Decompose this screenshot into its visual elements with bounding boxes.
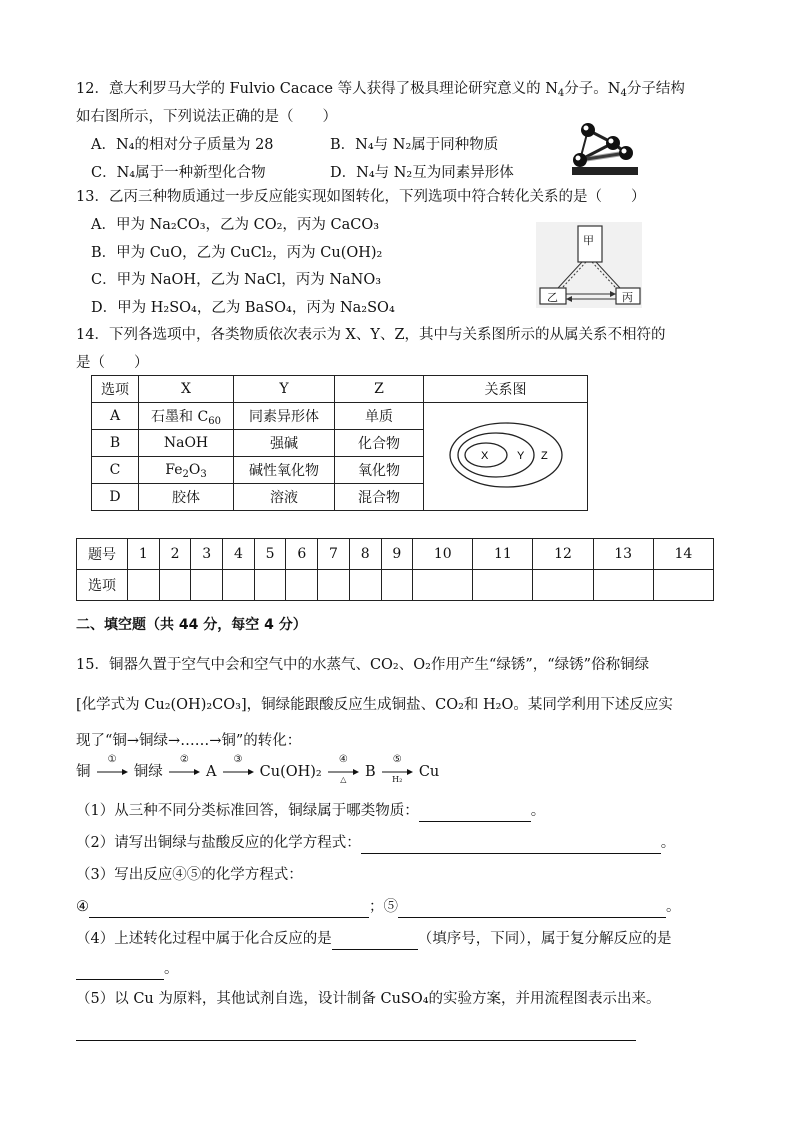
answer-row-label: 选项 (77, 570, 128, 601)
q14-stem-line1: 14．下列各选项中，各类物质依次表示为 X、Y、Z，其中与关系图所示的从属关系不相符的 (76, 327, 666, 343)
answer-table (76, 538, 714, 601)
q15-line1: 15．铜器久置于空气中会和空气中的水蒸气、CO₂、O₂作用产生“绿锈”，“绿锈”俗称铜绿 (76, 657, 650, 673)
answer-blank[interactable] (128, 570, 160, 601)
answer-blank[interactable] (318, 570, 350, 601)
answer-blank[interactable] (381, 570, 413, 601)
answer-number: 7 (318, 539, 350, 570)
table-cell: 胶体 (139, 484, 234, 511)
arrow-label: ④ (338, 754, 348, 765)
answer-number: 6 (286, 539, 318, 570)
venn-label-y: Y (516, 449, 524, 462)
answer-blank[interactable] (413, 570, 473, 601)
answer-blank[interactable] (89, 903, 369, 918)
diagram-node-bing: 丙 (622, 291, 633, 304)
answer-number-row (77, 539, 714, 570)
table-cell: B (92, 430, 139, 457)
answer-blank[interactable] (223, 570, 255, 601)
chain-species: 铜绿 (133, 764, 163, 780)
table-cell: 石墨和 $C_{60}$ (139, 403, 234, 430)
answer-blank[interactable] (419, 807, 531, 822)
answer-row-label: 题号 (77, 539, 128, 570)
table-cell: 化合物 (335, 430, 424, 457)
q15-part4: （4）上述转化过程中属于化合反应的是 （填序号，下同），属于复分解反应的是 (76, 928, 671, 950)
table-row (92, 403, 588, 430)
q15-line2: [化学式为 Cu₂(OH)₂CO₃]，铜绿能跟酸反应生成铜盐、CO₂和 H₂O。某同学利用下述反应实 (76, 697, 673, 713)
q12-option-b: B．N₄与 N₂属于同种物质 (330, 137, 499, 153)
table-cell: 溶液 (234, 484, 335, 511)
q15-part3: （3）写出反应④⑤的化学方程式： (76, 867, 303, 883)
diagram-node-jia: 甲 (583, 234, 594, 247)
answer-number: 8 (349, 539, 381, 570)
answer-number: 3 (191, 539, 223, 570)
chain-species: B (364, 764, 376, 780)
q15-part4-cont: 。 (76, 958, 179, 980)
arrow-label: ① (107, 754, 117, 765)
table-cell: NaOH (139, 430, 234, 457)
answer-blank[interactable] (593, 570, 653, 601)
q15-part3-blanks: ④ ；⑤ 。 (76, 896, 681, 918)
answer-number: 4 (223, 539, 255, 570)
q14-table (91, 375, 588, 511)
q12-option-a: A．N₄的相对分子质量为 28 (91, 137, 274, 153)
reaction-arrow (221, 754, 255, 782)
answer-blank[interactable] (159, 570, 191, 601)
q13-option-b: B．甲为 CuO，乙为 CuCl₂，丙为 Cu(OH)₂ (91, 245, 383, 261)
q12-option-d: D．N₄与 N₂互为同素异形体 (330, 165, 514, 181)
answer-number: 1 (128, 539, 160, 570)
table-cell: 强碱 (234, 430, 335, 457)
answer-blank[interactable] (653, 570, 713, 601)
reaction-chain (76, 754, 440, 784)
answer-number: 14 (653, 539, 713, 570)
answer-number: 10 (413, 539, 473, 570)
answer-blank[interactable] (191, 570, 223, 601)
arrow-condition: △ (340, 775, 347, 784)
answer-number: 9 (381, 539, 413, 570)
chain-species: 铜 (76, 764, 91, 780)
table-header: X (139, 376, 234, 403)
table-header: Z (335, 376, 424, 403)
arrow-label: ③ (233, 754, 243, 765)
arrow-label: ② (179, 754, 189, 765)
diagram-node-yi: 乙 (547, 291, 558, 304)
answer-number: 13 (593, 539, 653, 570)
answer-line[interactable] (76, 1040, 636, 1041)
answer-blank[interactable] (361, 839, 661, 854)
answer-number: 2 (159, 539, 191, 570)
answer-number: 12 (533, 539, 593, 570)
q13-option-d: D．甲为 H₂SO₄，乙为 BaSO₄，丙为 Na₂SO₄ (91, 300, 395, 316)
answer-blank[interactable] (332, 935, 418, 950)
venn-diagram (446, 415, 566, 495)
venn-cell (424, 403, 588, 511)
chain-species: A (205, 764, 217, 780)
q13-stem: 13．乙丙三种物质通过一步反应能实现如图转化，下列选项中符合转化关系的是（ ） (76, 189, 646, 205)
venn-label-z: Z (540, 449, 548, 462)
q13-conversion-diagram (536, 222, 642, 308)
answer-blank[interactable] (533, 570, 593, 601)
reaction-arrow (380, 754, 414, 784)
table-header: 选项 (92, 376, 139, 403)
section-heading: 二、填空题（共 44 分，每空 4 分） (76, 617, 307, 633)
arrow-label: ⑤ (392, 754, 402, 765)
q12-stem-line2: 如右图所示，下列说法正确的是（ ） (76, 109, 337, 125)
chain-species: Cu (418, 764, 440, 780)
arrow-condition: H₂ (392, 775, 403, 784)
q15-line3: 现了“铜→铜绿→……→铜”的转化： (76, 733, 302, 749)
reaction-arrow (326, 754, 360, 784)
table-cell: 同素异形体 (234, 403, 335, 430)
table-cell: 碱性氧化物 (234, 457, 335, 484)
table-cell: 单质 (335, 403, 424, 430)
q13-option-c: C．甲为 NaOH，乙为 NaCl，丙为 NaNO₃ (91, 272, 382, 288)
answer-blank[interactable] (349, 570, 381, 601)
q15-part2: （2）请写出铜绿与盐酸反应的化学方程式： 。 (76, 832, 675, 854)
table-cell: 氧化物 (335, 457, 424, 484)
reaction-arrow (95, 754, 129, 782)
q14-stem-line2: 是（ ） (76, 355, 149, 371)
answer-number: 11 (473, 539, 533, 570)
q13-option-a: A．甲为 Na₂CO₃，乙为 CO₂，丙为 CaCO₃ (91, 217, 380, 233)
q12-option-c: C．N₄属于一种新型化合物 (91, 165, 266, 181)
table-header-row (92, 376, 588, 403)
answer-number: 5 (254, 539, 286, 570)
q15-part5: （5）以 Cu 为原料，其他试剂自选，设计制备 CuSO₄的实验方案，并用流程图表示出来。 (76, 991, 661, 1007)
table-cell: 混合物 (335, 484, 424, 511)
q15-part1: （1）从三种不同分类标准回答，铜绿属于哪类物质： 。 (76, 800, 545, 822)
table-cell: $Fe_2O_3$ (139, 457, 234, 484)
answer-blank[interactable] (286, 570, 318, 601)
answer-blank[interactable] (76, 965, 164, 980)
table-cell: D (92, 484, 139, 511)
table-header: Y (234, 376, 335, 403)
q12-stem-line1: 12．意大利罗马大学的 Fulvio Cacace 等人获得了极具理论研究意义的 $N_4$分子。$N_4$分子结构 (76, 81, 685, 99)
table-cell: C (92, 457, 139, 484)
answer-choice-row (77, 570, 714, 601)
answer-blank[interactable] (254, 570, 286, 601)
venn-label-x: X (480, 449, 488, 462)
answer-blank[interactable] (473, 570, 533, 601)
answer-blank[interactable] (398, 903, 666, 918)
table-header: 关系图 (424, 376, 588, 403)
reaction-arrow (167, 754, 201, 782)
table-cell: A (92, 403, 139, 430)
chain-species: Cu(OH)₂ (259, 764, 322, 780)
n4-molecule-figure (568, 115, 642, 177)
